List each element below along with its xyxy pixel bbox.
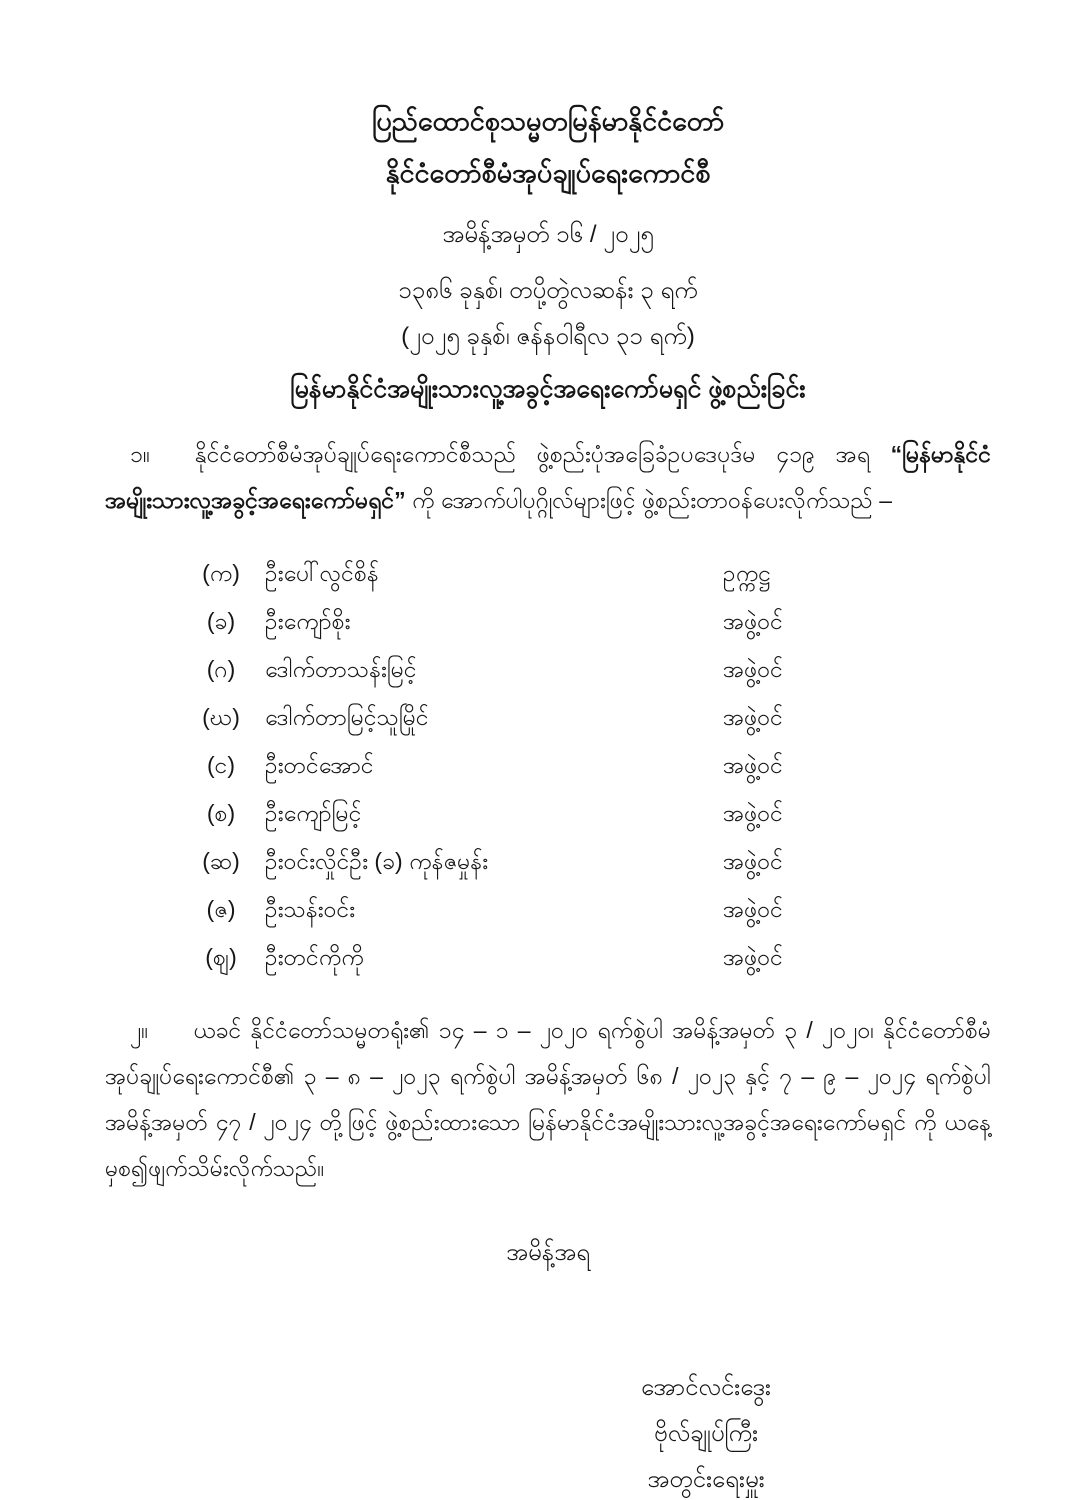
- member-name: ဒေါက်တာသန်းမြင့်: [265, 656, 417, 682]
- member-label: (င): [206, 752, 236, 778]
- member-name: ဦးတင်အောင်: [265, 752, 374, 778]
- member-row: [105, 837, 991, 885]
- member-role: အဖွဲ့ဝင်: [723, 896, 783, 922]
- member-label: (ဃ): [202, 704, 240, 730]
- member-row: [105, 933, 991, 981]
- member-role: အဖွဲ့ဝင်: [723, 800, 783, 826]
- paragraph-1-text-after: ကို အောက်ပါပုဂ္ဂိုလ်များဖြင့် ဖွဲ့စည်းတာဝန်ပေးလိုက်သည် –: [405, 487, 893, 513]
- signatory-name: အောင်လင်းဒွေး: [641, 1374, 771, 1401]
- member-name: ဒေါက်တာမြင့်သူမြိုင်: [265, 704, 429, 730]
- member-row: [105, 741, 991, 789]
- gregorian-date: (၂၀၂၅ ခုနှစ်၊ ဇန်နဝါရီလ ၃၁ ရက်): [401, 323, 695, 350]
- member-role: အဖွဲ့ဝင်: [723, 848, 783, 874]
- member-label: (ဂ): [206, 656, 236, 682]
- signatory-title: အတွင်းရေးမှူး: [647, 1466, 765, 1493]
- member-label: (စ): [206, 800, 236, 826]
- document-header: [105, 95, 991, 411]
- member-role: အဖွဲ့ဝင်: [723, 704, 783, 730]
- paragraph-2-number: ၂။: [130, 1017, 149, 1043]
- member-name: ဦးကျော်စိုး: [265, 608, 351, 634]
- member-name: ဦးဝင်းလှိုင်ဦး (ခ) ကုန်ဇမှုန်း: [265, 848, 489, 874]
- paragraph-1-number: ၁။: [130, 441, 150, 467]
- state-name: ပြည်ထောင်စုသမ္မတမြန်မာနိုင်ငံတော်: [371, 106, 725, 136]
- order-number: အမိန့်အမှတ် ၁၆ / ၂၀၂၅: [442, 221, 654, 248]
- member-row: [105, 885, 991, 933]
- paragraph-2: [105, 1007, 991, 1191]
- member-row: [105, 789, 991, 837]
- member-row: [105, 645, 991, 693]
- signature-block: [551, 1365, 861, 1500]
- council-name: နိုင်ငံတော်စီမံအုပ်ချုပ်ရေးကောင်စီ: [385, 158, 711, 188]
- member-role: အဖွဲ့ဝင်: [723, 944, 783, 970]
- member-name: ဦးကျော်မြင့်: [265, 800, 362, 826]
- member-label: (ဈ): [205, 944, 237, 970]
- paragraph-1-text-before: နိုင်ငံတော်စီမံအုပ်ချုပ်ရေးကောင်စီသည် ဖွဲ့စည်းပုံအခြေခံဥပဒေပုဒ်မ ၄၁၉ အရ: [194, 441, 891, 467]
- member-label: (က): [202, 560, 240, 586]
- member-row: [105, 597, 991, 645]
- member-role: အဖွဲ့ဝင်: [723, 656, 783, 682]
- paragraph-2-text: ယခင် နိုင်ငံတော်သမ္မတရုံး၏ ၁၄ – ၁ – ၂၀၂၀ ရက်စွဲပါ အမိန့်အမှတ် ၃ / ၂၀၂၀၊ နိုင်ငံတော်စီမံအုပ်ချုပ်ရေးကောင်စီ၏ ၃ – ၈ – ၂၀၂၃ ရက်စွဲပါ အမိန့်အမှတ် ၆၈ / ၂၀၂၃ နှင့် ၇ – ၉ – ၂၀၂၄ ရက်စွဲပါ အမိန့်အမှတ် ၄၇ / ၂၀၂၄ တို့ဖြင့် ဖွဲ့စည်းထားသော မြန်မာနိုင်ငံအမျိုးသားလူ့အခွင့်အရေးကော်မရှင် ကို ယနေ့မှစ၍ဖျက်သိမ်းလိုက်သည်။: [105, 1017, 991, 1181]
- myanmar-calendar-date: ၁၃၈၆ ခုနှစ်၊ တပို့တွဲလဆန်း ၃ ရက်: [398, 277, 698, 304]
- member-label: (ခ): [206, 608, 236, 634]
- member-role: ဥက္ကဋ္ဌ: [723, 560, 771, 586]
- member-label: (ဆ): [202, 848, 240, 874]
- member-name: ဦးပေါ်လွင်စိန်: [265, 560, 379, 586]
- member-name: ဦးသန်းဝင်း: [265, 896, 356, 922]
- signatory-rank: ဗိုလ်ချုပ်ကြီး: [653, 1420, 759, 1447]
- member-row: [105, 549, 991, 597]
- member-role: အဖွဲ့ဝင်: [723, 752, 783, 778]
- member-role: အဖွဲ့ဝင်: [723, 608, 783, 634]
- paragraph-1: [105, 431, 991, 523]
- commission-name-bold: “မြန်မာနိုင်ငံအမျိုးသားလူ့အခွင့်အရေးကော်မရှင်”: [105, 441, 991, 513]
- by-order-label: အမိန့်အရ: [506, 1239, 590, 1266]
- member-name: ဦးတင်ကိုကို: [265, 944, 364, 970]
- subject-title: မြန်မာနိုင်ငံအမျိုးသားလူ့အခွင့်အရေးကော်မရှင် ဖွဲ့စည်းခြင်း: [290, 375, 806, 403]
- member-label: (ဇ): [206, 896, 236, 922]
- member-list: [105, 549, 991, 981]
- member-row: [105, 693, 991, 741]
